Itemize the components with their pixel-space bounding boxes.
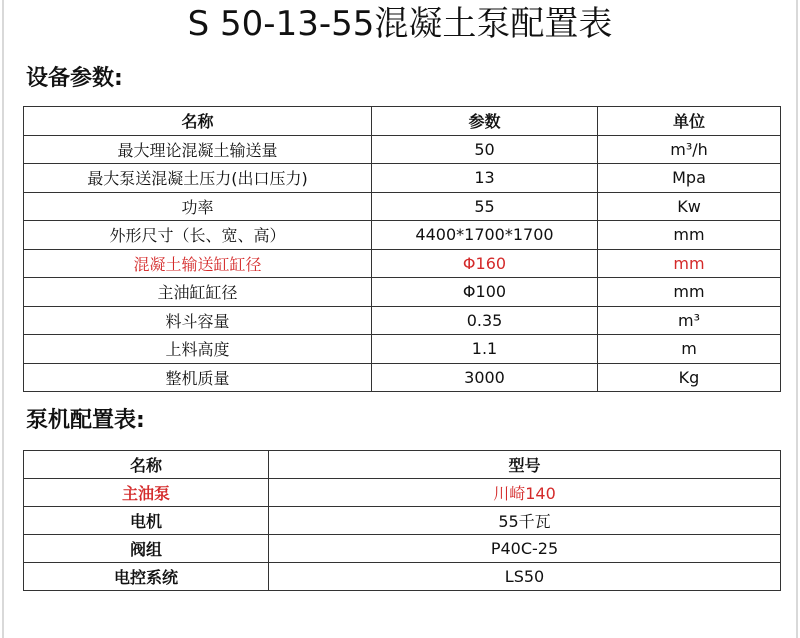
component-name-cell: 电控系统 [24, 563, 269, 591]
table-row [24, 135, 781, 164]
param-name-cell: 功率 [24, 192, 372, 221]
param-name-cell: 最大理论混凝土输送量 [24, 135, 372, 164]
param-unit-cell: m³/h [598, 135, 781, 164]
page-title: S 50-13-55混凝土泵配置表 [187, 4, 613, 44]
table-row [24, 507, 781, 535]
param-value-cell: 3000 [372, 363, 598, 392]
param-value-cell: 1.1 [372, 335, 598, 364]
param-unit-cell: mm [598, 278, 781, 307]
table-row [24, 221, 781, 250]
component-model-cell: LS50 [269, 563, 781, 591]
pump-config-table [23, 450, 781, 591]
table-row [24, 479, 781, 507]
table-header-row [24, 107, 781, 136]
table-row [24, 278, 781, 307]
param-name-cell: 外形尺寸（长、宽、高） [24, 221, 372, 250]
component-name-cell: 电机 [24, 507, 269, 535]
table-row [24, 249, 781, 278]
component-model-cell: 55千瓦 [269, 507, 781, 535]
equipment-params-heading: 设备参数: [26, 66, 123, 91]
param-name-cell: 混凝土输送缸缸径 [24, 249, 372, 278]
component-name-cell: 主油泵 [24, 479, 269, 507]
table-row [24, 563, 781, 591]
table-row [24, 535, 781, 563]
param-value-cell: Φ100 [372, 278, 598, 307]
param-name-cell: 整机质量 [24, 363, 372, 392]
table-row [24, 192, 781, 221]
table-row [24, 306, 781, 335]
column-header-value: 参数 [372, 107, 598, 136]
column-header-unit: 单位 [598, 107, 781, 136]
param-unit-cell: m [598, 335, 781, 364]
param-name-cell: 料斗容量 [24, 306, 372, 335]
column-header-name: 名称 [24, 107, 372, 136]
table-row [24, 335, 781, 364]
param-name-cell: 上料高度 [24, 335, 372, 364]
param-unit-cell: Kg [598, 363, 781, 392]
table-row [24, 164, 781, 193]
param-unit-cell: mm [598, 221, 781, 250]
param-unit-cell: Kw [598, 192, 781, 221]
column-header-model: 型号 [269, 451, 781, 479]
param-value-cell: 50 [372, 135, 598, 164]
param-value-cell: Φ160 [372, 249, 598, 278]
component-model-cell: 川崎140 [269, 479, 781, 507]
component-model-cell: P40C-25 [269, 535, 781, 563]
param-unit-cell: mm [598, 249, 781, 278]
table-header-row [24, 451, 781, 479]
param-value-cell: 0.35 [372, 306, 598, 335]
equipment-params-table [23, 106, 781, 392]
param-name-cell: 主油缸缸径 [24, 278, 372, 307]
param-value-cell: 13 [372, 164, 598, 193]
column-header-name: 名称 [24, 451, 269, 479]
pump-config-heading: 泵机配置表: [26, 408, 145, 433]
param-value-cell: 55 [372, 192, 598, 221]
page-border-right [796, 0, 798, 638]
param-value-cell: 4400*1700*1700 [372, 221, 598, 250]
component-name-cell: 阀组 [24, 535, 269, 563]
param-unit-cell: Mpa [598, 164, 781, 193]
page-border-left [2, 0, 4, 638]
param-name-cell: 最大泵送混凝土压力(出口压力) [24, 164, 372, 193]
table-row [24, 363, 781, 392]
param-unit-cell: m³ [598, 306, 781, 335]
